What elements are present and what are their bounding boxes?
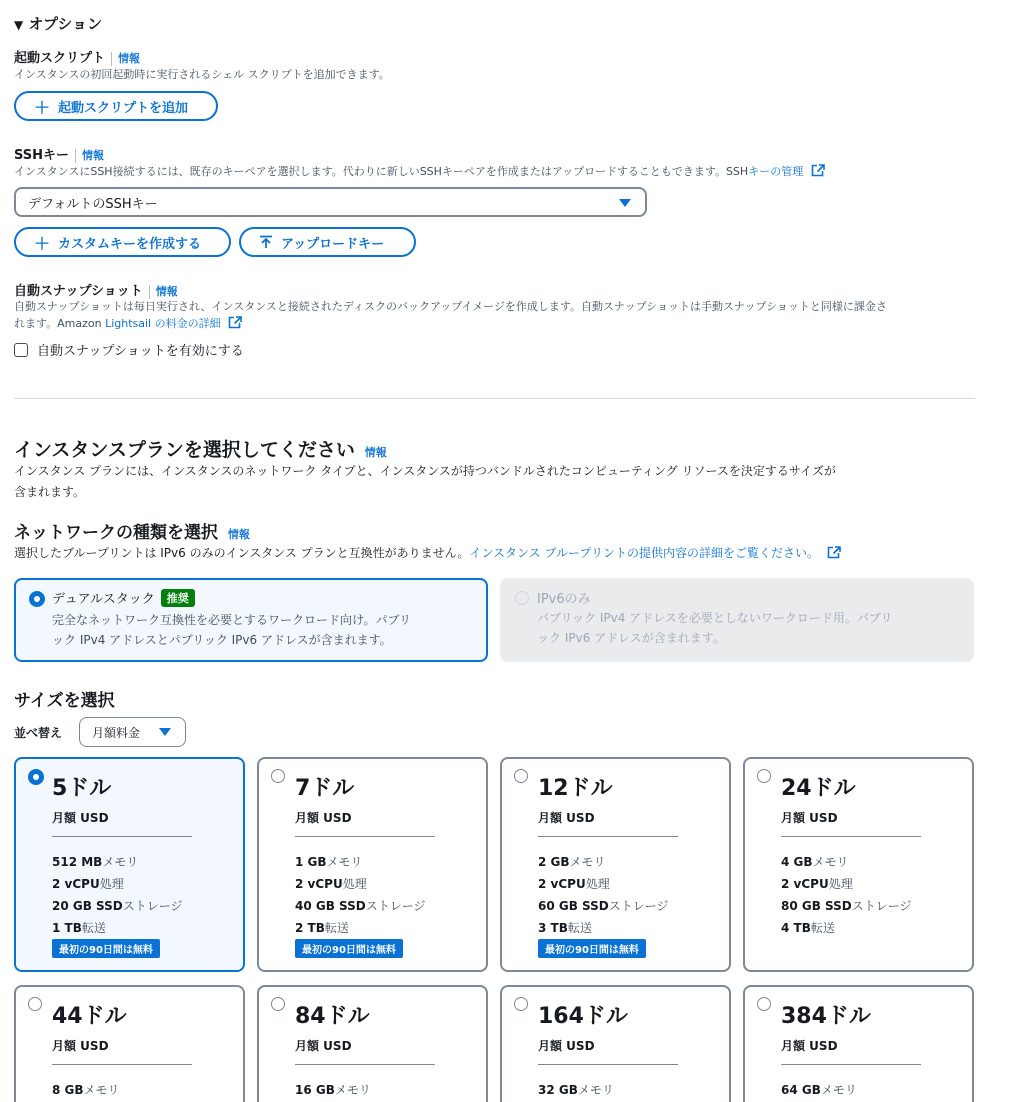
plan-storage-value: 60 GB SSD xyxy=(538,899,609,913)
snapshot-desc-line1: 自動スナップショットは毎日実行され、インスタンスと接続されたディスクのバックアップイメージを作成します。自動スナップショットは手動スナップショットと同様に課金さ xyxy=(14,300,887,313)
plan-monthly-label: 月額 USD xyxy=(781,1039,838,1053)
plan-divider xyxy=(52,1064,192,1065)
plan-card-384[interactable] xyxy=(743,985,974,1102)
plan-divider xyxy=(781,1064,921,1065)
sort-selected: 月額料金 xyxy=(92,725,141,740)
upload-key-button[interactable] xyxy=(239,227,416,257)
plan-divider xyxy=(538,1064,678,1065)
plan-memory xyxy=(52,1081,120,1098)
plan-storage xyxy=(538,897,669,914)
plus-icon: ＋ xyxy=(34,233,51,253)
plan-transfer-value: 1 TB xyxy=(52,921,82,935)
plan-transfer-unit: 転送 xyxy=(81,921,106,935)
plan-price: 5ドル xyxy=(52,776,112,801)
network-desc-text: 選択したブループリントは IPv6 のみのインスタンス プランと互換性がありません。 xyxy=(14,546,470,560)
plan-transfer xyxy=(52,919,106,936)
separator xyxy=(111,52,112,66)
plan-memory-value: 512 MB xyxy=(52,855,103,869)
plan-price: 24ドル xyxy=(781,776,856,801)
plan-cpu-value: 2 vCPU xyxy=(52,877,100,891)
plan-divider xyxy=(52,836,192,837)
plan-memory-value: 32 GB xyxy=(538,1083,578,1097)
plan-monthly-label: 月額 USD xyxy=(295,811,352,825)
dual-stack-option[interactable] xyxy=(14,578,488,662)
network-header xyxy=(14,518,250,543)
plan-memory-unit: メモリ xyxy=(334,1083,371,1097)
plan-memory-value: 16 GB xyxy=(295,1083,335,1097)
upload-key-label: アップロードキー xyxy=(281,236,385,252)
blueprint-details-link[interactable]: インスタンス ブループリントの提供内容の詳細をご覧ください。 xyxy=(469,546,819,560)
ssh-header xyxy=(14,144,104,163)
plan-radio[interactable] xyxy=(757,769,771,783)
plan-memory-value: 4 GB xyxy=(781,855,813,869)
plan-transfer-value: 3 TB xyxy=(538,921,568,935)
plan-radio[interactable] xyxy=(28,997,42,1011)
plus-icon: ＋ xyxy=(34,97,51,117)
dual-stack-desc-1: 完全なネットワーク互換性を必要とするワークロード向け。パブリ xyxy=(52,613,412,627)
plan-memory xyxy=(538,853,606,870)
ipv6-only-desc-2: ック IPv6 アドレスが含まれます。 xyxy=(537,631,725,645)
plan-memory xyxy=(52,853,138,870)
add-launch-script-label: 起動スクリプトを追加 xyxy=(58,100,189,116)
plan-memory xyxy=(295,1081,371,1098)
plan-cpu xyxy=(295,875,367,892)
plan-memory-unit: メモリ xyxy=(820,1083,857,1097)
plan-price: 44ドル xyxy=(52,1004,127,1029)
plan-card-24[interactable] xyxy=(743,757,974,972)
plan-cpu-unit: 処理 xyxy=(585,877,610,891)
plan-memory xyxy=(781,1081,857,1098)
options-toggle[interactable] xyxy=(14,13,102,34)
plan-divider xyxy=(295,836,435,837)
sort-select[interactable] xyxy=(79,717,186,747)
plan-storage xyxy=(781,897,912,914)
upload-icon xyxy=(259,235,273,249)
plan-transfer-unit: 転送 xyxy=(810,921,835,935)
plan-storage-unit: ストレージ xyxy=(608,899,669,913)
plan-cpu-unit: 処理 xyxy=(342,877,367,891)
plan-divider xyxy=(295,1064,435,1065)
network-desc xyxy=(14,544,841,561)
plan-storage-unit: ストレージ xyxy=(122,899,183,913)
plan-card-84[interactable] xyxy=(257,985,488,1102)
plan-memory-unit: メモリ xyxy=(326,855,363,869)
dual-stack-desc-2: ック IPv4 アドレスとパブリック IPv6 アドレスが含まれます。 xyxy=(52,633,392,647)
section-divider xyxy=(14,398,975,399)
ssh-key-selected: デフォルトのSSHキー xyxy=(28,196,158,212)
launch-script-header xyxy=(14,47,140,66)
snapshot-info-link[interactable]: 情報 xyxy=(155,285,178,298)
plan-divider xyxy=(538,836,678,837)
plan-memory-unit: メモリ xyxy=(102,855,139,869)
snapshot-desc-text: れます。Amazon xyxy=(14,317,106,330)
plan-storage-value: 80 GB SSD xyxy=(781,899,852,913)
snapshot-desc-line2 xyxy=(14,315,242,331)
plan-memory xyxy=(781,853,849,870)
plan-storage-unit: ストレージ xyxy=(365,899,426,913)
plan-card-164[interactable] xyxy=(500,985,731,1102)
free-trial-badge: 最初の90日間は無料 xyxy=(295,939,403,958)
plan-radio[interactable] xyxy=(271,769,285,783)
network-info-link[interactable]: 情報 xyxy=(227,528,250,541)
size-title: サイズを選択 xyxy=(14,691,115,711)
snapshot-label: 自動スナップショット xyxy=(14,284,143,299)
dropdown-caret-icon xyxy=(619,199,631,207)
plan-monthly-label: 月額 USD xyxy=(538,811,595,825)
plan-memory xyxy=(538,1081,614,1098)
plan-price: 7ドル xyxy=(295,776,355,801)
plan-radio[interactable] xyxy=(514,997,528,1011)
plan-radio[interactable] xyxy=(28,769,44,785)
plan-memory-unit: メモリ xyxy=(577,1083,614,1097)
ssh-info-link[interactable]: 情報 xyxy=(82,149,105,162)
plan-cpu-value: 2 vCPU xyxy=(781,877,829,891)
plan-section-header xyxy=(14,435,387,462)
ssh-manage-prefix: SSH xyxy=(725,165,749,178)
plan-memory-unit: メモリ xyxy=(83,1083,120,1097)
external-link-icon xyxy=(811,164,825,177)
plan-monthly-label: 月額 USD xyxy=(52,811,109,825)
dual-stack-title: デュアルスタック xyxy=(52,592,155,607)
separator xyxy=(75,149,76,163)
plan-section-title: インスタンスプランを選択してください xyxy=(14,439,355,461)
plan-card-7[interactable] xyxy=(257,757,488,972)
create-custom-key-label: カスタムキーを作成する xyxy=(58,236,202,252)
plan-memory xyxy=(295,853,363,870)
launch-script-label: 起動スクリプト xyxy=(14,51,106,66)
separator xyxy=(149,285,150,299)
plan-desc-line1: インスタンス プランには、インスタンスのネットワーク タイプと、インスタンスが持つバンドルされたコンピューティング リソースを決定するサイズが xyxy=(14,464,836,478)
add-launch-script-button[interactable] xyxy=(14,91,218,121)
ipv6-only-title: IPv6のみ xyxy=(537,592,591,607)
plan-transfer-value: 4 TB xyxy=(781,921,811,935)
plan-cpu-value: 2 vCPU xyxy=(295,877,343,891)
plan-storage-value: 40 GB SSD xyxy=(295,899,366,913)
plan-transfer-unit: 転送 xyxy=(567,921,592,935)
options-heading: オプション xyxy=(28,15,103,33)
enable-snapshot-checkbox[interactable] xyxy=(14,343,28,357)
network-title: ネットワークの種類を選択 xyxy=(14,523,218,543)
plan-price: 12ドル xyxy=(538,776,613,801)
plan-monthly-label: 月額 USD xyxy=(538,1039,595,1053)
plan-price: 164ドル xyxy=(538,1004,628,1029)
ssh-desc-text: インスタンスにSSH接続するには、既存のキーペアを選択します。代わりに新しいSSHキーペアを作成またはアップロードすることもできます。 xyxy=(14,165,726,178)
plan-memory-unit: メモリ xyxy=(569,855,606,869)
plan-storage-unit: ストレージ xyxy=(851,899,912,913)
plan-divider xyxy=(781,836,921,837)
plan-transfer xyxy=(781,919,835,936)
plan-cpu xyxy=(52,875,124,892)
dual-stack-title-row xyxy=(52,588,195,607)
plan-storage-value: 20 GB SSD xyxy=(52,899,123,913)
plan-desc-line2: 含まれます。 xyxy=(14,485,86,499)
dual-stack-radio[interactable] xyxy=(29,591,45,607)
plan-memory-unit: メモリ xyxy=(812,855,849,869)
plan-memory-value: 1 GB xyxy=(295,855,327,869)
plan-cpu xyxy=(538,875,610,892)
sort-label: 並べ替え xyxy=(14,726,63,740)
recommended-badge: 推奨 xyxy=(161,589,195,607)
plan-cpu-value: 2 vCPU xyxy=(538,877,586,891)
plan-radio[interactable] xyxy=(514,769,528,783)
plan-cpu-unit: 処理 xyxy=(828,877,853,891)
plan-monthly-label: 月額 USD xyxy=(781,811,838,825)
plan-price: 384ドル xyxy=(781,1004,871,1029)
manage-keys-link[interactable]: キーの管理 xyxy=(748,165,804,178)
plan-radio[interactable] xyxy=(271,997,285,1011)
external-link-icon xyxy=(827,546,841,559)
plan-transfer xyxy=(538,919,592,936)
create-custom-key-button[interactable] xyxy=(14,227,231,257)
external-link-icon xyxy=(228,316,242,329)
enable-snapshot-option[interactable] xyxy=(14,340,244,359)
enable-snapshot-label: 自動スナップショットを有効にする xyxy=(37,344,244,359)
pricing-details-link[interactable]: Lightsail の料金の詳細 xyxy=(105,317,221,330)
plan-card-12[interactable] xyxy=(500,757,731,972)
plan-cpu xyxy=(781,875,853,892)
plan-radio[interactable] xyxy=(757,997,771,1011)
plan-transfer-value: 2 TB xyxy=(295,921,325,935)
plan-transfer-unit: 転送 xyxy=(324,921,349,935)
plan-memory-value: 2 GB xyxy=(538,855,570,869)
ssh-label: SSHキー xyxy=(14,148,70,163)
ssh-key-select[interactable] xyxy=(14,187,647,217)
caret-down-icon: ▼ xyxy=(14,18,24,32)
launch-script-desc: インスタンスの初回起動時に実行されるシェル スクリプトを追加できます。 xyxy=(14,68,390,81)
plan-monthly-label: 月額 USD xyxy=(52,1039,109,1053)
ipv6-only-option xyxy=(500,578,974,662)
free-trial-badge: 最初の90日間は無料 xyxy=(538,939,646,958)
plan-info-link[interactable]: 情報 xyxy=(364,446,387,459)
ipv6-only-radio xyxy=(515,591,529,605)
free-trial-badge: 最初の90日間は無料 xyxy=(52,939,160,958)
snapshot-header xyxy=(14,280,178,299)
plan-price: 84ドル xyxy=(295,1004,370,1029)
launch-script-info-link[interactable]: 情報 xyxy=(118,52,141,65)
ipv6-only-desc-1: パブリック IPv4 アドレスを必要としないワークロード用。パブリ xyxy=(537,611,893,625)
plan-storage xyxy=(295,897,426,914)
plan-storage xyxy=(52,897,183,914)
plan-card-44[interactable] xyxy=(14,985,245,1102)
plan-transfer xyxy=(295,919,349,936)
plan-card-5[interactable] xyxy=(14,757,245,972)
plan-cpu-unit: 処理 xyxy=(99,877,124,891)
plan-memory-value: 8 GB xyxy=(52,1083,84,1097)
plan-monthly-label: 月額 USD xyxy=(295,1039,352,1053)
ssh-desc xyxy=(14,163,825,179)
plan-memory-value: 64 GB xyxy=(781,1083,821,1097)
dropdown-caret-icon xyxy=(159,728,171,736)
